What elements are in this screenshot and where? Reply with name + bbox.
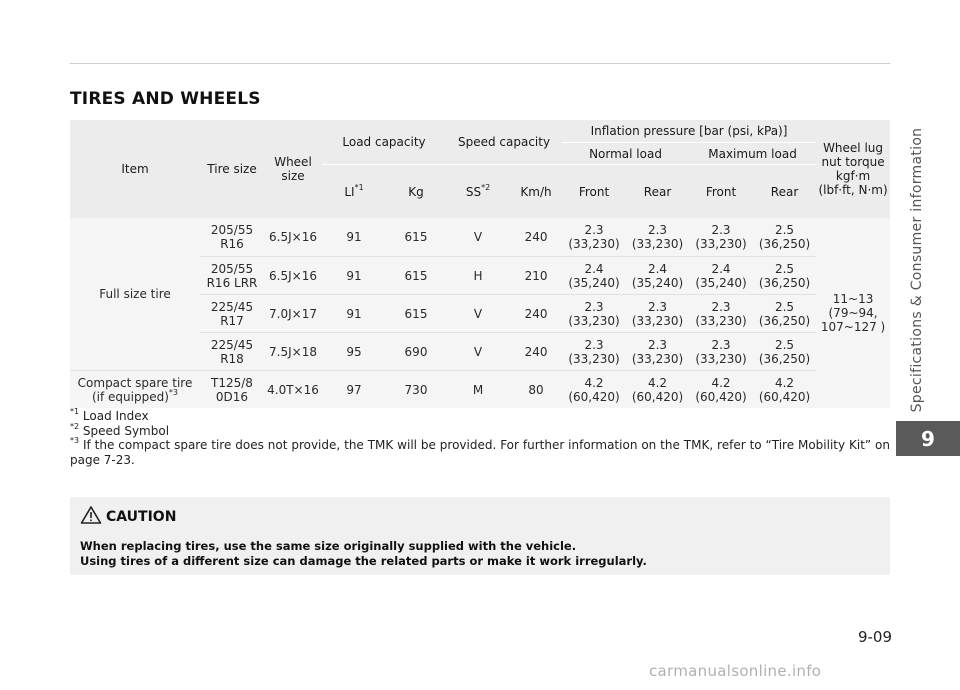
caution-header — [80, 505, 176, 529]
cell-normal-front: 2.3 (33,230) — [562, 294, 626, 332]
cell-wheel: 7.5J×18 — [264, 332, 322, 370]
cell-kmh: 240 — [510, 332, 562, 370]
header-speed-capacity: Speed capacity — [446, 120, 562, 164]
top-rule — [70, 63, 890, 64]
cell-wheel: 6.5J×16 — [264, 218, 322, 256]
cell-li: 91 — [322, 294, 386, 332]
header-normal-front: Front — [562, 164, 626, 218]
cell-ss: V — [446, 294, 510, 332]
cell-kg: 690 — [386, 332, 446, 370]
cell-kmh: 240 — [510, 294, 562, 332]
cell-ss: H — [446, 256, 510, 294]
caution-title: CAUTION — [106, 509, 177, 525]
footnotes — [70, 409, 890, 467]
full-size-tire-label: Full size tire — [70, 218, 200, 370]
footnote-1: $^{*1}$ Load Index — [70, 407, 149, 423]
header-tire-size: Tire size — [200, 120, 264, 218]
cell-li: 91 — [322, 218, 386, 256]
cell-max-front: 2.3 (33,230) — [689, 332, 753, 370]
lug-nut-torque-value: 11~13 (79~94, 107~127 ) — [816, 218, 890, 408]
cell-kg: 730 — [386, 370, 446, 408]
cell-max-rear: 2.5 (36,250) — [753, 256, 816, 294]
header-max-rear: Rear — [753, 164, 816, 218]
cell-max-front: 4.2 (60,420) — [689, 370, 753, 408]
cell-normal-front: 2.3 (33,230) — [562, 218, 626, 256]
header-maximum-load: Maximum load — [689, 142, 816, 164]
cell-tire: 225/45 R17 — [200, 294, 264, 332]
cell-kg: 615 — [386, 218, 446, 256]
caution-box — [70, 497, 890, 575]
cell-ss: V — [446, 218, 510, 256]
cell-normal-front: 4.2 (60,420) — [562, 370, 626, 408]
cell-ss: V — [446, 332, 510, 370]
chapter-tab: 9 — [896, 421, 960, 456]
cell-normal-rear: 2.3 (33,230) — [626, 332, 689, 370]
header-normal-rear: Rear — [626, 164, 689, 218]
header-ss: SS$^{*2}$ — [446, 164, 510, 218]
cell-li: 91 — [322, 256, 386, 294]
cell-max-front: 2.3 (33,230) — [689, 294, 753, 332]
cell-li: 95 — [322, 332, 386, 370]
cell-tire: 205/55 R16 — [200, 218, 264, 256]
warning-triangle-icon — [80, 505, 102, 529]
cell-max-rear: 2.5 (36,250) — [753, 332, 816, 370]
caution-body — [80, 539, 647, 569]
chapter-side-label: Specifications & Consumer information — [909, 127, 925, 413]
cell-max-rear: 2.5 (36,250) — [753, 294, 816, 332]
header-wheel-size: Wheel size — [264, 120, 322, 218]
cell-wheel: 7.0J×17 — [264, 294, 322, 332]
cell-kmh: 80 — [510, 370, 562, 408]
footnote-2: $^{*2}$ Speed Symbol — [70, 421, 170, 438]
compact-spare-label: Compact spare tire (if equipped)$^{*3}$ — [70, 370, 200, 408]
cell-kg: 615 — [386, 256, 446, 294]
cell-li: 97 — [322, 370, 386, 408]
cell-max-rear: 4.2 (60,420) — [753, 370, 816, 408]
caution-line-1: When replacing tires, use the same size originally supplied with the vehicle. — [80, 539, 577, 553]
header-load-capacity: Load capacity — [322, 120, 446, 164]
header-inflation-pressure: Inflation pressure [bar (psi, kPa)] — [562, 120, 816, 142]
header-kg: Kg — [386, 164, 446, 218]
cell-max-front: 2.4 (35,240) — [689, 256, 753, 294]
cell-normal-rear: 2.4 (35,240) — [626, 256, 689, 294]
cell-kmh: 210 — [510, 256, 562, 294]
header-max-front: Front — [689, 164, 753, 218]
cell-kmh: 240 — [510, 218, 562, 256]
table-row — [70, 218, 890, 256]
cell-max-front: 2.3 (33,230) — [689, 218, 753, 256]
cell-normal-rear: 2.3 (33,230) — [626, 294, 689, 332]
tire-spec-table — [70, 120, 890, 408]
cell-ss: M — [446, 370, 510, 408]
header-li: LI$^{*1}$ — [322, 164, 386, 218]
cell-normal-rear: 2.3 (33,230) — [626, 218, 689, 256]
cell-tire: 205/55 R16 LRR — [200, 256, 264, 294]
cell-max-rear: 2.5 (36,250) — [753, 218, 816, 256]
cell-wheel: 6.5J×16 — [264, 256, 322, 294]
caution-line-2: Using tires of a different size can damage the related parts or make it work irregularly. — [80, 554, 647, 568]
page-number: 9-09 — [857, 628, 892, 646]
header-normal-load: Normal load — [562, 142, 689, 164]
cell-normal-rear: 4.2 (60,420) — [626, 370, 689, 408]
section-title: TIRES AND WHEELS — [70, 89, 261, 109]
header-item: Item — [70, 120, 200, 218]
header-lug-nut-torque: Wheel lug nut torque kgf·m (lbf·ft, N·m) — [816, 120, 890, 218]
footnote-3: $^{*3}$ If the compact spare tire does not provide, the TMK will be provided. For further information on the TMK, refer to “Tire Mobility Kit” on page 7-23. — [70, 436, 890, 467]
cell-normal-front: 2.3 (33,230) — [562, 332, 626, 370]
watermark: carmanualsonline.info — [649, 662, 822, 680]
header-kmh: Km/h — [510, 164, 562, 218]
cell-wheel: 4.0T×16 — [264, 370, 322, 408]
cell-tire: T125/8 0D16 — [200, 370, 264, 408]
cell-kg: 615 — [386, 294, 446, 332]
table-row — [70, 370, 890, 408]
cell-normal-front: 2.4 (35,240) — [562, 256, 626, 294]
cell-tire: 225/45 R18 — [200, 332, 264, 370]
